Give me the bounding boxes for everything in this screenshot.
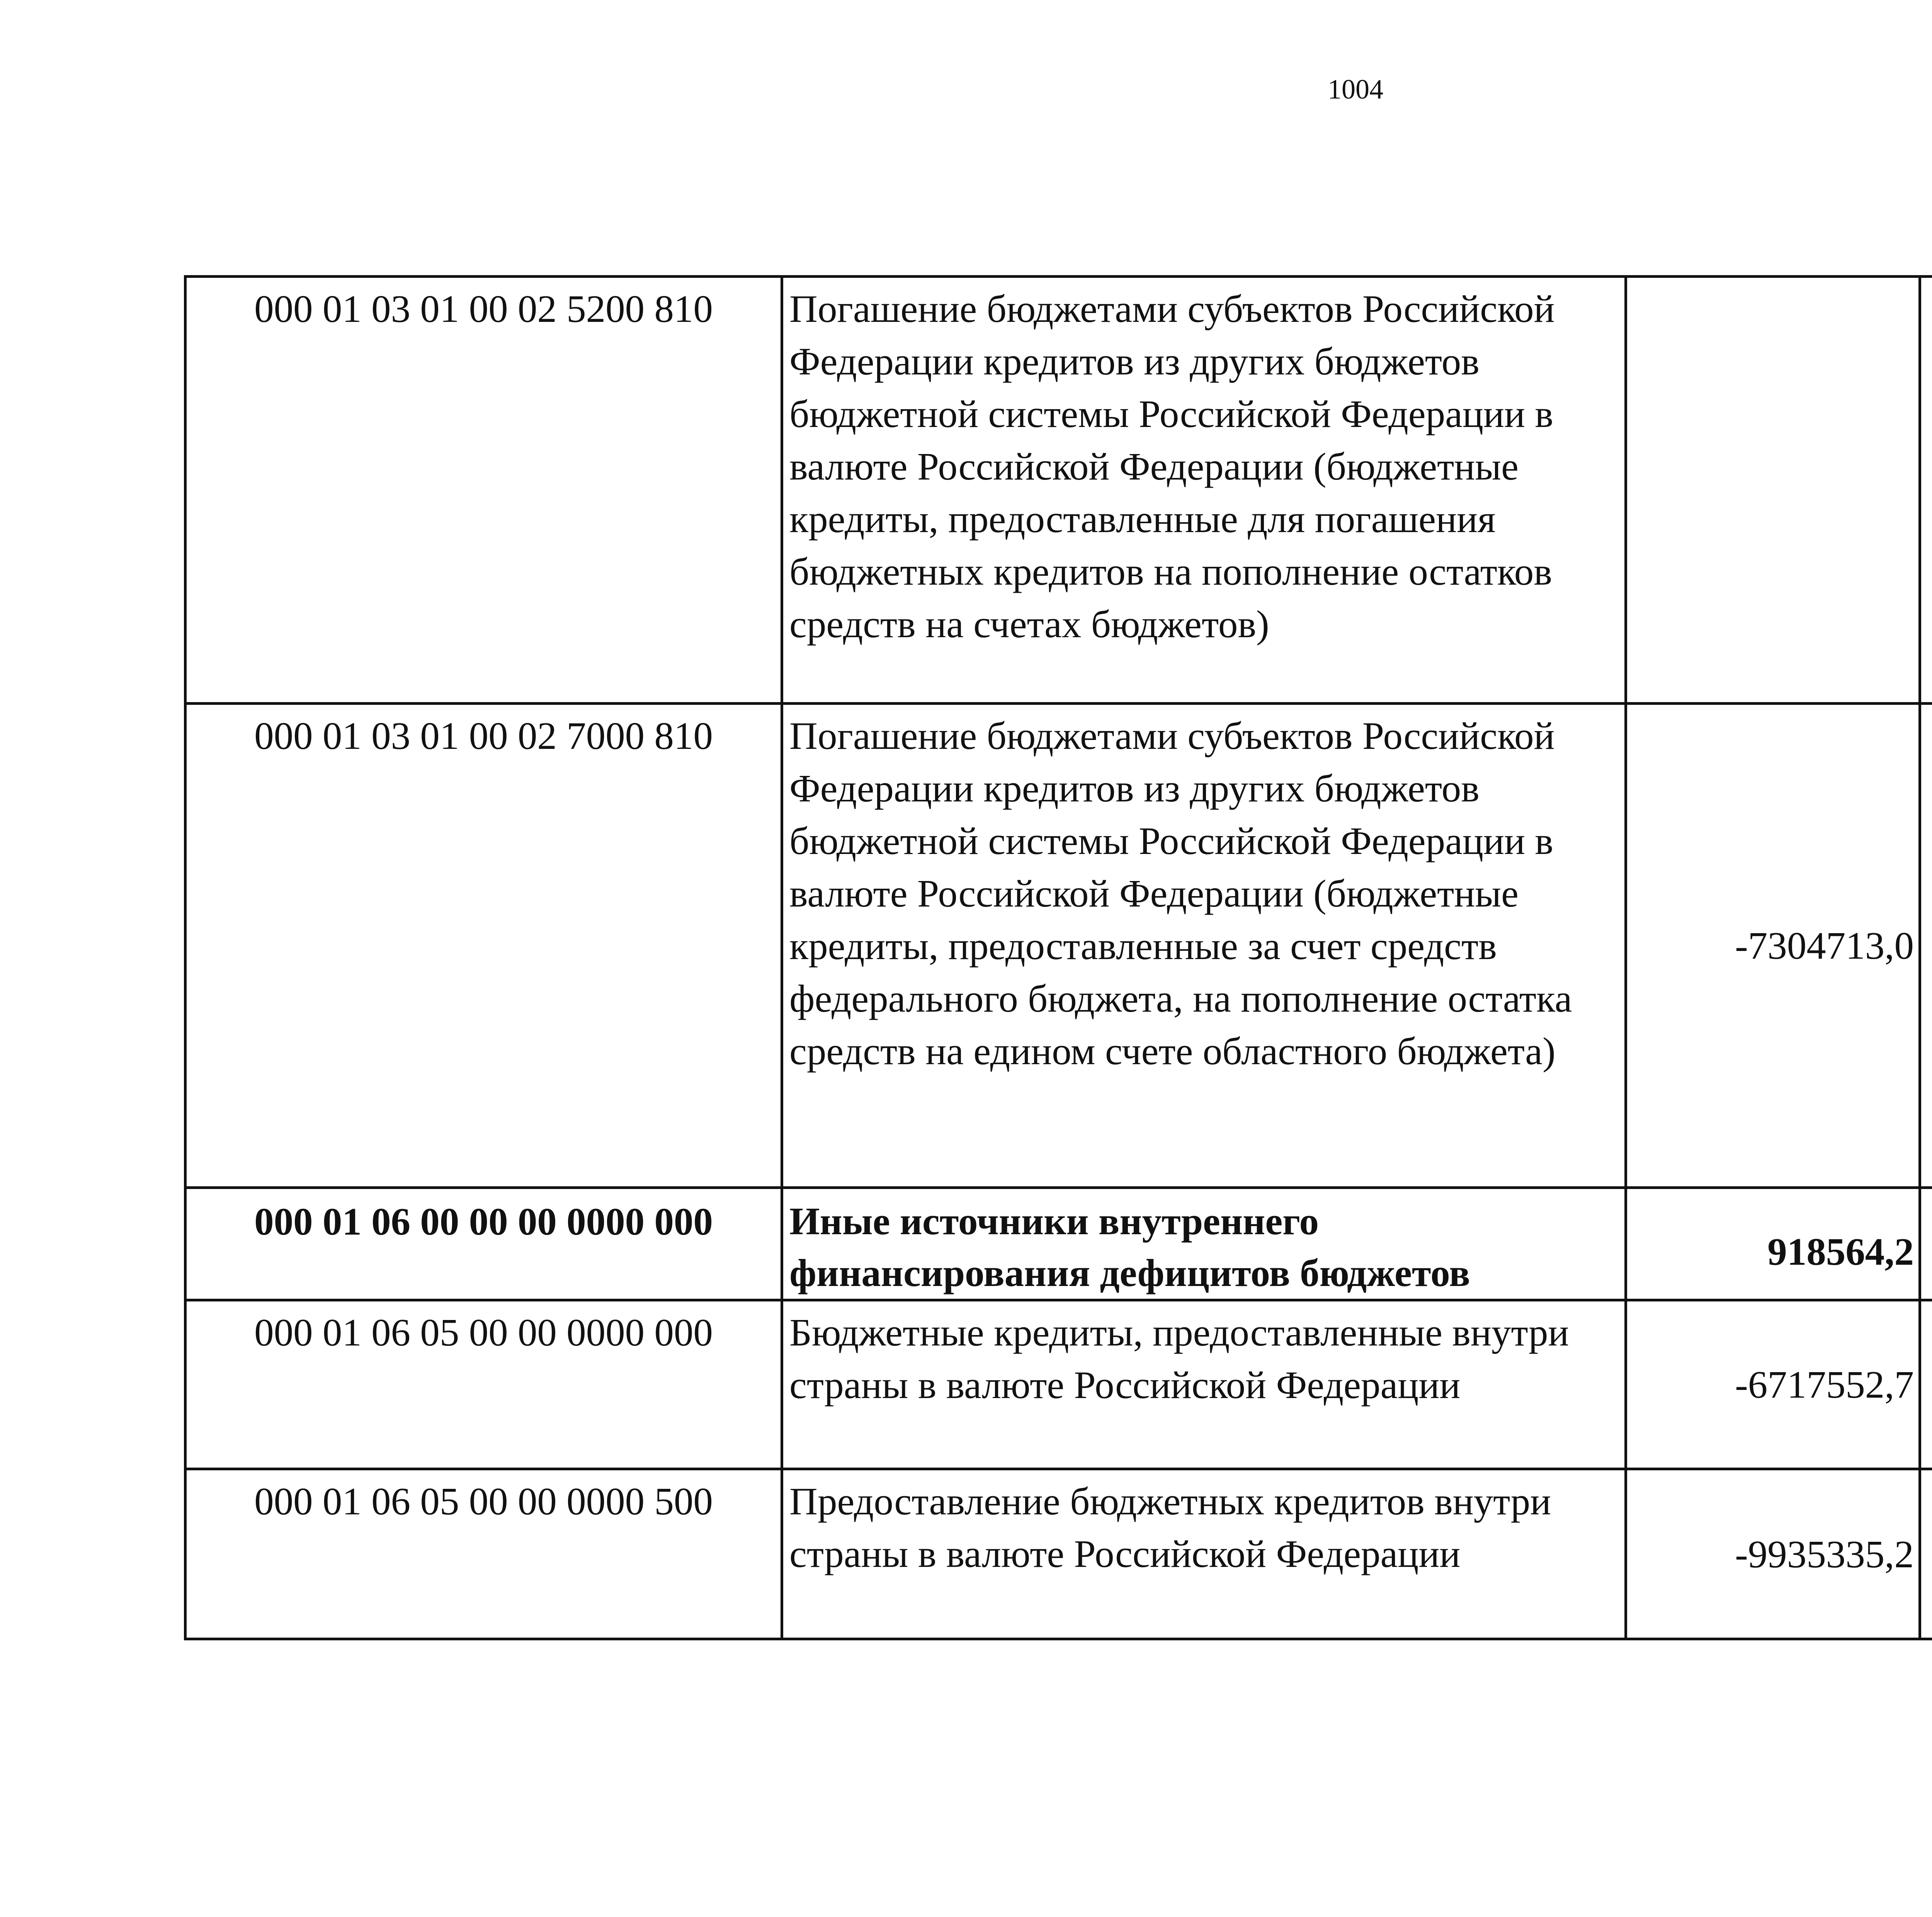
table-row-total [185, 1188, 1932, 1300]
budget-code-cell: 000 01 06 05 00 00 0000 000 [185, 1300, 782, 1469]
value-year2-cell [1920, 1188, 1932, 1300]
table-row [185, 1469, 1932, 1639]
description-cell: Бюджетные кредиты, предоставленные внутри страны в валюте Российской Федерации [782, 1300, 1626, 1469]
value-year2-cell [1920, 704, 1932, 1188]
description-cell: Погашение бюджетами субъектов Российской Федерации кредитов из других бюджетов бюджетной системы Российской Федерации в валюте Российской Федерации (бюджетные кредиты, предоставленные за счет средств федерального бюджета, на пополнение остатка средств на едином счете областного бюджета) [782, 704, 1626, 1188]
table-row [185, 1300, 1932, 1469]
value-year2-cell [1920, 1469, 1932, 1639]
budget-sources-table [184, 275, 1932, 1640]
budget-code-cell: 000 01 06 00 00 00 0000 000 [185, 1188, 782, 1300]
value-year1-cell [1626, 277, 1920, 704]
description-cell: Предоставление бюджетных кредитов внутри страны в валюте Российской Федерации [782, 1469, 1626, 1639]
description-cell: Иные источники внутреннего финансирования дефицитов бюджетов [782, 1188, 1626, 1300]
value-year1-cell: -9935335,2 [1626, 1469, 1920, 1639]
budget-code-cell: 000 01 06 05 00 00 0000 500 [185, 1469, 782, 1639]
value-year1-cell: -7304713,0 [1626, 704, 1920, 1188]
table-row [185, 704, 1932, 1188]
budget-code-cell: 000 01 03 01 00 02 5200 810 [185, 277, 782, 704]
table-row [185, 277, 1932, 704]
description-cell: Погашение бюджетами субъектов Российской Федерации кредитов из других бюджетов бюджетной системы Российской Федерации в валюте Российской Федерации (бюджетные кредиты, предоставленные для погашения бюджетных кредитов на пополнение остатков средств на счетах бюджетов) [782, 277, 1626, 704]
value-year1-cell: 918564,2 [1626, 1188, 1920, 1300]
value-year2-cell [1920, 1300, 1932, 1469]
value-year2-cell [1920, 277, 1932, 704]
budget-code-cell: 000 01 03 01 00 02 7000 810 [185, 704, 782, 1188]
value-year1-cell: -6717552,7 [1626, 1300, 1920, 1469]
page-number: 1004 [1328, 74, 1383, 105]
